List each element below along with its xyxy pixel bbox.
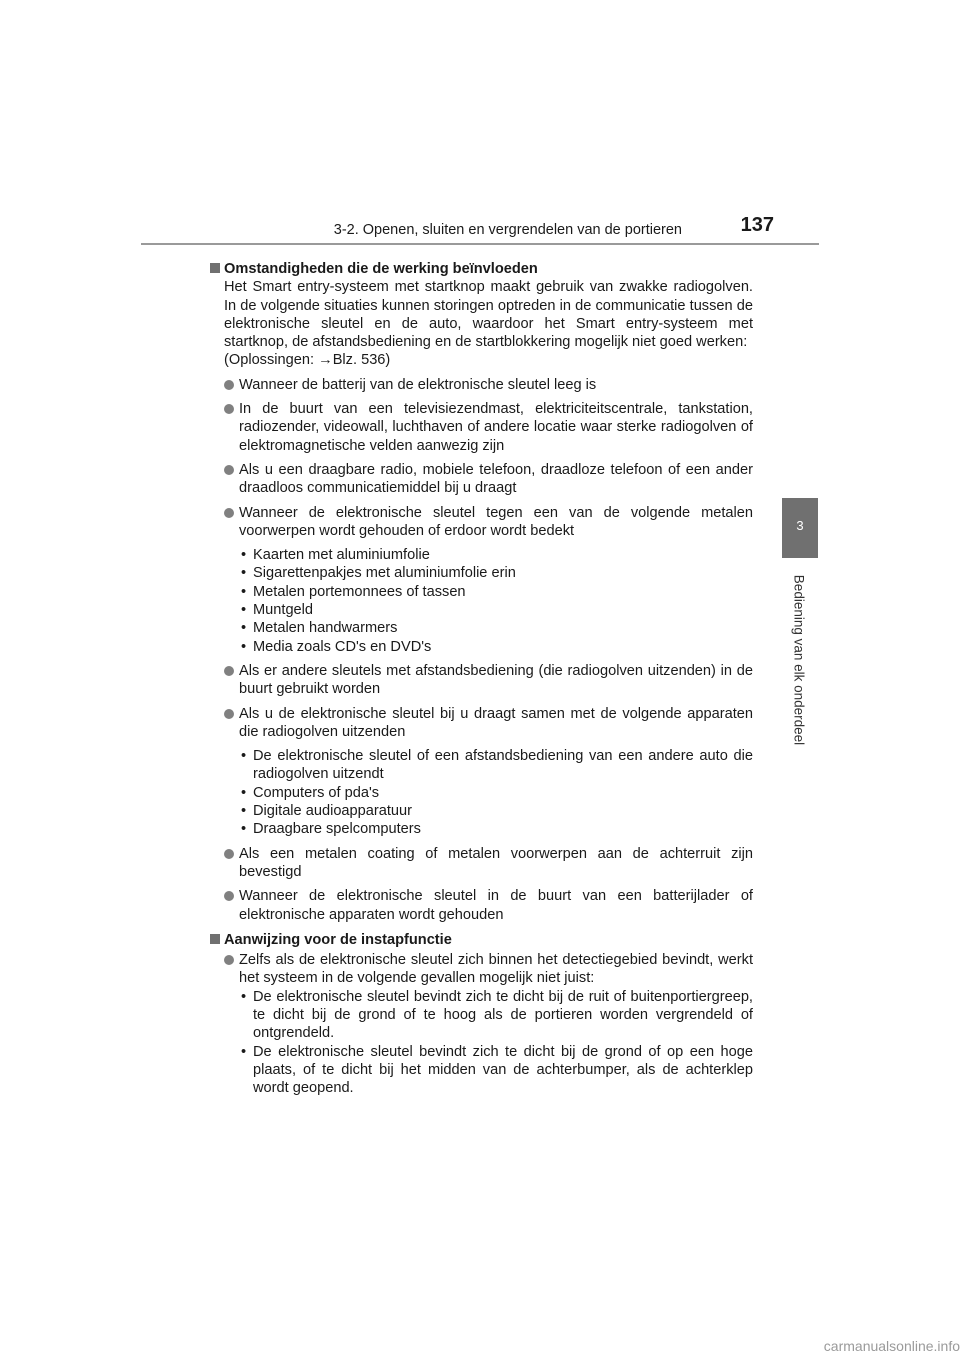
section-heading-conditions xyxy=(208,260,753,278)
sub-list-item xyxy=(208,564,753,582)
round-bullet-icon xyxy=(224,508,234,518)
heading-text: Omstandigheden die de werking beïnvloeden xyxy=(224,261,538,277)
sub-item-text: Media zoals CD's en DVD's xyxy=(253,638,432,655)
bullet-item xyxy=(208,400,753,455)
square-bullet-icon xyxy=(210,263,220,273)
round-bullet-icon xyxy=(224,849,234,859)
sub-item-text: Sigarettenpakjes met aluminiumfolie erin xyxy=(253,565,516,582)
sub-list-item xyxy=(208,784,753,802)
bullet-text: Als er andere sleutels met afstandsbediening (die radiogolven uitzenden) in de buurt gebruikt worden xyxy=(239,662,753,698)
entry-note-sublist xyxy=(224,988,753,1098)
dot-bullet-icon: • xyxy=(241,547,247,564)
chapter-side-label xyxy=(784,562,814,758)
sub-item-text: Metalen handwarmers xyxy=(253,620,398,637)
bullet-item xyxy=(208,887,753,924)
dot-bullet-icon: • xyxy=(241,1043,247,1060)
sub-item-text: De elektronische sleutel bevindt zich te dicht bij de grond of op een hoge plaats, of te dicht bij het midden van de achterbumper, als de achterklep wordt geopend. xyxy=(253,1043,753,1097)
sub-list-item xyxy=(224,988,753,1043)
dot-bullet-icon: • xyxy=(241,784,247,801)
conditions-list xyxy=(208,376,753,924)
round-bullet-icon xyxy=(224,891,234,901)
sub-item-text: De elektronische sleutel bevindt zich te dicht bij de ruit of buitenportiergreep, te dicht bij de grond of te hoog als de portieren worden vergrendeld of ontgrendeld. xyxy=(253,988,753,1042)
page-number: 137 xyxy=(740,214,774,236)
chapter-tab xyxy=(782,498,818,558)
sub-list xyxy=(208,546,753,656)
bullet-item xyxy=(208,504,753,541)
sub-item-text: Muntgeld xyxy=(253,602,314,619)
sub-item-text: De elektronische sleutel of een afstandsbediening van een andere auto die radiogolven uitzendt xyxy=(253,748,753,783)
bullet-text: Als een metalen coating of metalen voorwerpen aan de achterruit zijn bevestigd xyxy=(239,845,753,880)
entry-note-block xyxy=(224,951,753,1097)
solutions-reference: (Oplossingen: →Blz. 536) xyxy=(224,352,391,369)
round-bullet-icon xyxy=(224,380,234,390)
sub-list-item xyxy=(208,638,753,656)
dot-bullet-icon: • xyxy=(241,620,247,637)
bullet-text: Wanneer de elektronische sleutel in de buurt van een batterijlader of elektronische apparaten wordt gehouden xyxy=(239,888,753,923)
sub-list-item xyxy=(208,619,753,637)
sub-list-item xyxy=(208,601,753,619)
sub-item-text: Digitale audioapparatuur xyxy=(253,803,413,820)
page-content xyxy=(208,255,753,1097)
dot-bullet-icon: • xyxy=(241,602,247,619)
sub-list-item xyxy=(208,747,753,784)
intro-paragraph: Het Smart entry-systeem met startknop maakt gebruik van zwakke radiogolven. In de volgende situaties kunnen storingen optreden in de communicatie tussen de elektronische sleutel en de auto, waardoor het Smart entry-systeem met startknop, de afstandsbediening en de startblokkering mogelijk niet goed werken: xyxy=(224,279,753,351)
dot-bullet-icon: • xyxy=(241,638,247,655)
dot-bullet-icon: • xyxy=(241,803,247,820)
bullet-text: Wanneer de batterij van de elektronische sleutel leeg is xyxy=(239,376,597,393)
sub-item-text: Computers of pda's xyxy=(253,784,380,801)
bullet-text: Zelfs als de elektronische sleutel zich binnen het detectiegebied bevindt, werkt het systeem in de volgende gevallen mogelijk niet juist: xyxy=(239,952,753,987)
chapter-title: Bediening van elk onderdeel xyxy=(791,574,807,746)
sub-list xyxy=(208,747,753,838)
dot-bullet-icon: • xyxy=(241,821,247,838)
sub-item-text: Metalen portemonnees of tassen xyxy=(253,583,466,600)
round-bullet-icon xyxy=(224,404,234,414)
sub-list-item xyxy=(208,820,753,838)
sub-item-text: Kaarten met aluminiumfolie xyxy=(253,547,430,564)
bullet-item xyxy=(208,705,753,742)
bullet-item xyxy=(208,662,753,699)
sub-item-text: Draagbare spelcomputers xyxy=(253,821,421,838)
section-title: 3-2. Openen, sluiten en vergrendelen van de portieren xyxy=(333,222,682,238)
sub-list-item xyxy=(208,802,753,820)
bullet-item xyxy=(208,461,753,498)
heading-text: Aanwijzing voor de instapfunctie xyxy=(224,931,452,948)
watermark: carmanualsonline.info xyxy=(823,1338,960,1354)
round-bullet-icon xyxy=(224,666,234,676)
dot-bullet-icon: • xyxy=(241,583,247,600)
header-rule xyxy=(141,243,819,245)
sub-list-item xyxy=(208,546,753,564)
sub-list-item xyxy=(224,1043,753,1098)
dot-bullet-icon: • xyxy=(241,748,247,765)
sub-list-item xyxy=(208,583,753,601)
bullet-item xyxy=(208,845,753,882)
round-bullet-icon xyxy=(224,955,234,965)
bullet-text: Als u de elektronische sleutel bij u draagt samen met de volgende apparaten die radiogolven uitzenden xyxy=(239,705,753,740)
bullet-text: In de buurt van een televisiezendmast, elektriciteitscentrale, tankstation, radiozender, videowall, luchthaven of andere locatie waar sterke radiogolven of elektromagnetische velden aanwezig zijn xyxy=(239,401,753,454)
round-bullet-icon xyxy=(224,465,234,475)
round-bullet-icon xyxy=(224,709,234,719)
dot-bullet-icon: • xyxy=(241,565,247,582)
bullet-item xyxy=(208,376,753,394)
bullet-item xyxy=(224,951,753,988)
dot-bullet-icon: • xyxy=(241,988,247,1005)
bullet-text: Wanneer de elektronische sleutel tegen een van de volgende metalen voorwerpen wordt gehouden of erdoor wordt bedekt xyxy=(239,504,753,539)
square-bullet-icon xyxy=(210,934,220,944)
section-heading-entry-note xyxy=(208,931,753,949)
bullet-text: Als u een draagbare radio, mobiele telefoon, draadloze telefoon of een ander draadloos communicatiemiddel bij u draagt xyxy=(239,461,753,497)
chapter-number: 3 xyxy=(796,518,804,533)
